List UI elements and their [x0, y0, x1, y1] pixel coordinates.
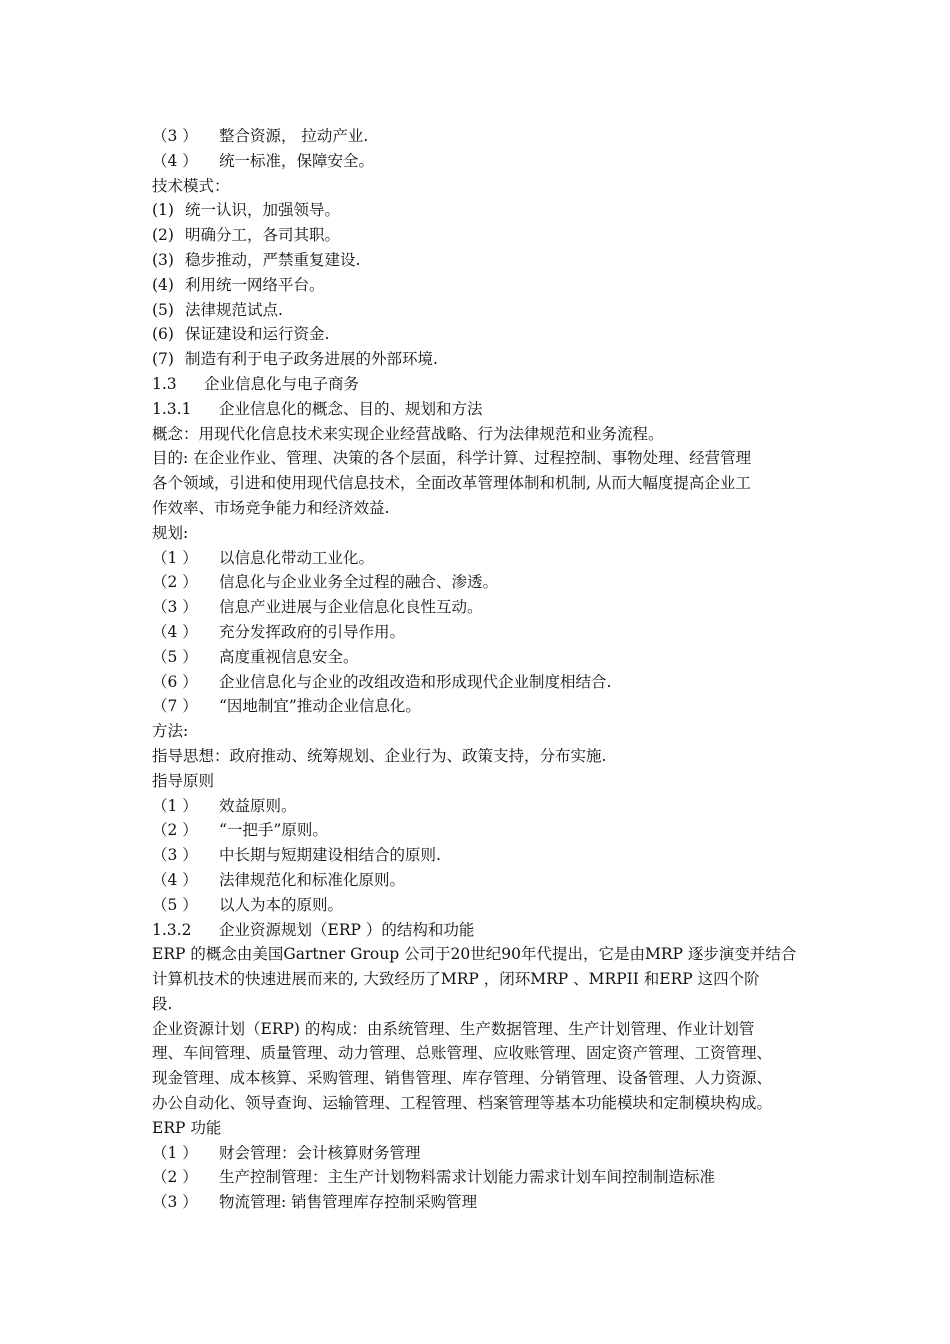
item-number: （1 ）	[152, 796, 198, 815]
item-text: 财会管理：会计核算财务管理	[219, 1143, 421, 1162]
item-text: 充分发挥政府的引导作用。	[219, 622, 406, 641]
item-number: （2 ）	[152, 1168, 198, 1187]
item-number: （1 ）	[152, 548, 198, 567]
section-number: 1.3.2	[152, 920, 192, 939]
list-item	[152, 1190, 822, 1215]
item-text: 利用统一网络平台。	[185, 275, 325, 294]
item-number: （3 ）	[152, 846, 198, 865]
paragraph-line: 作效率、市场竞争能力和经济效益.	[152, 498, 390, 517]
item-number: (5)	[152, 300, 174, 319]
section-title: 企业信息化的概念、目的、规划和方法	[219, 399, 483, 418]
item-number: （2 ）	[152, 821, 198, 840]
item-number: (1)	[152, 201, 174, 220]
paragraph-line: 计算机技术的快速进展而来的, 大致经历了MRP ，闭环MRP 、MRPII 和ERP 这四个阶	[152, 970, 760, 989]
paragraph-line: 段.	[152, 994, 173, 1013]
list-item	[152, 670, 822, 695]
list-item	[152, 298, 822, 323]
paragraph-line: 理、车间管理、质量管理、动力管理、总账管理、应收账管理、固定资产管理、工资管理、	[152, 1044, 773, 1063]
item-number: （4 ）	[152, 870, 198, 889]
item-text: “一把手”原则。	[219, 821, 328, 840]
item-text: 效益原则。	[219, 796, 297, 815]
list-item	[152, 198, 822, 223]
list-item	[152, 322, 822, 347]
list-item	[152, 868, 822, 893]
list-item	[152, 843, 822, 868]
item-text: 物流管理: 销售管理库存控制采购管理	[219, 1193, 478, 1212]
item-text: 法律规范试点.	[185, 300, 283, 319]
paragraph-line: 目的: 在企业作业、管理、决策的各个层面，科学计算、过程控制、事物处理、经营管理	[152, 449, 752, 468]
section-title: 企业资源规划（ERP ）的结构和功能	[219, 920, 475, 939]
item-text: 整合资源， 拉动产业.	[219, 127, 369, 145]
paragraph-line: 各个领域，引进和使用现代信息技术，全面改革管理体制和机制, 从而大幅度提高企业工	[152, 474, 751, 493]
list-item	[152, 620, 822, 645]
section-number: 1.3	[152, 374, 177, 393]
item-text: 稳步推动，严禁重复建设.	[185, 250, 361, 269]
list-item	[152, 893, 822, 918]
section-number: 1.3.1	[152, 399, 192, 418]
item-number: （2 ）	[152, 573, 198, 592]
item-number: （7 ）	[152, 697, 198, 716]
item-number: （1 ）	[152, 1143, 198, 1162]
item-text: 明确分工，各司其职。	[185, 226, 341, 245]
item-text: 保证建设和运行资金.	[185, 325, 330, 344]
erp-functions-heading: ERP 功能	[152, 1118, 222, 1137]
item-text: 中长期与短期建设相结合的原则.	[219, 846, 441, 865]
item-number: （4 ）	[152, 151, 198, 170]
item-number: (4)	[152, 275, 174, 294]
item-text: “因地制宜”推动企业信息化。	[219, 697, 421, 716]
item-text: 法律规范化和标准化原则。	[219, 870, 406, 889]
paragraph-line: 办公自动化、领导查询、运输管理、工程管理、档案管理等基本功能模块和定制模块构成。	[152, 1094, 773, 1113]
item-number: (3)	[152, 250, 174, 269]
item-number: （5 ）	[152, 895, 198, 914]
section-heading	[152, 372, 822, 397]
list-item	[152, 149, 822, 174]
paragraph-line: ERP 的概念由美国Gartner Group 公司于20世纪90年代提出，它是由MRP 逐步演变并结合	[152, 945, 797, 964]
list-item	[152, 546, 822, 571]
planning-heading: 规划:	[152, 523, 189, 542]
item-number: （3 ）	[152, 598, 198, 617]
list-item	[152, 818, 822, 843]
list-item	[152, 223, 822, 248]
paragraph-line: 现金管理、成本核算、采购管理、销售管理、库存管理、分销管理、设备管理、人力资源、	[152, 1069, 773, 1088]
tech-heading: 技术模式：	[152, 176, 230, 195]
list-item	[152, 248, 822, 273]
list-item	[152, 124, 822, 149]
list-item	[152, 273, 822, 298]
item-text: 统一认识，加强领导。	[185, 201, 341, 220]
item-number: (6)	[152, 325, 174, 344]
document-page	[152, 124, 822, 1215]
item-number: （3 ）	[152, 1193, 198, 1212]
item-number: （4 ）	[152, 622, 198, 641]
item-text: 生产控制管理：主生产计划物料需求计划能力需求计划车间控制制造标准	[219, 1168, 716, 1187]
guiding-idea: 指导思想：政府推动、统筹规划、企业行为、政策支持，分布实施.	[152, 746, 607, 765]
list-item	[152, 570, 822, 595]
item-text: 以信息化带动工业化。	[219, 548, 375, 567]
list-item	[152, 1141, 822, 1166]
item-text: 高度重视信息安全。	[219, 647, 359, 666]
item-text: 制造有利于电子政务进展的外部环境.	[185, 350, 438, 369]
item-number: （5 ）	[152, 647, 198, 666]
item-number: （6 ）	[152, 672, 198, 691]
concept-paragraph: 概念：用现代化信息技术来实现企业经营战略、行为法律规范和业务流程。	[152, 424, 664, 443]
item-text: 企业信息化与企业的改组改造和形成现代企业制度相结合.	[219, 672, 612, 691]
item-text: 统一标准，保障安全。	[219, 151, 375, 170]
list-item	[152, 694, 822, 719]
item-text: 信息化与企业业务全过程的融合、渗透。	[219, 573, 499, 592]
item-number: (2)	[152, 226, 174, 245]
item-text: 以人为本的原则。	[219, 895, 344, 914]
list-item	[152, 1165, 822, 1190]
principles-heading: 指导原则	[152, 771, 215, 790]
item-number: (7)	[152, 350, 174, 369]
list-item	[152, 645, 822, 670]
list-item	[152, 595, 822, 620]
list-item	[152, 347, 822, 372]
subsection-heading	[152, 918, 822, 943]
item-number: （3 ）	[152, 127, 198, 145]
paragraph-line: 企业资源计划（ERP) 的构成：由系统管理、生产数据管理、生产计划管理、作业计划管	[152, 1019, 755, 1038]
subsection-heading	[152, 397, 822, 422]
method-heading: 方法:	[152, 722, 189, 741]
item-text: 信息产业进展与企业信息化良性互动。	[219, 598, 483, 617]
section-title: 企业信息化与电子商务	[204, 374, 360, 393]
list-item	[152, 794, 822, 819]
